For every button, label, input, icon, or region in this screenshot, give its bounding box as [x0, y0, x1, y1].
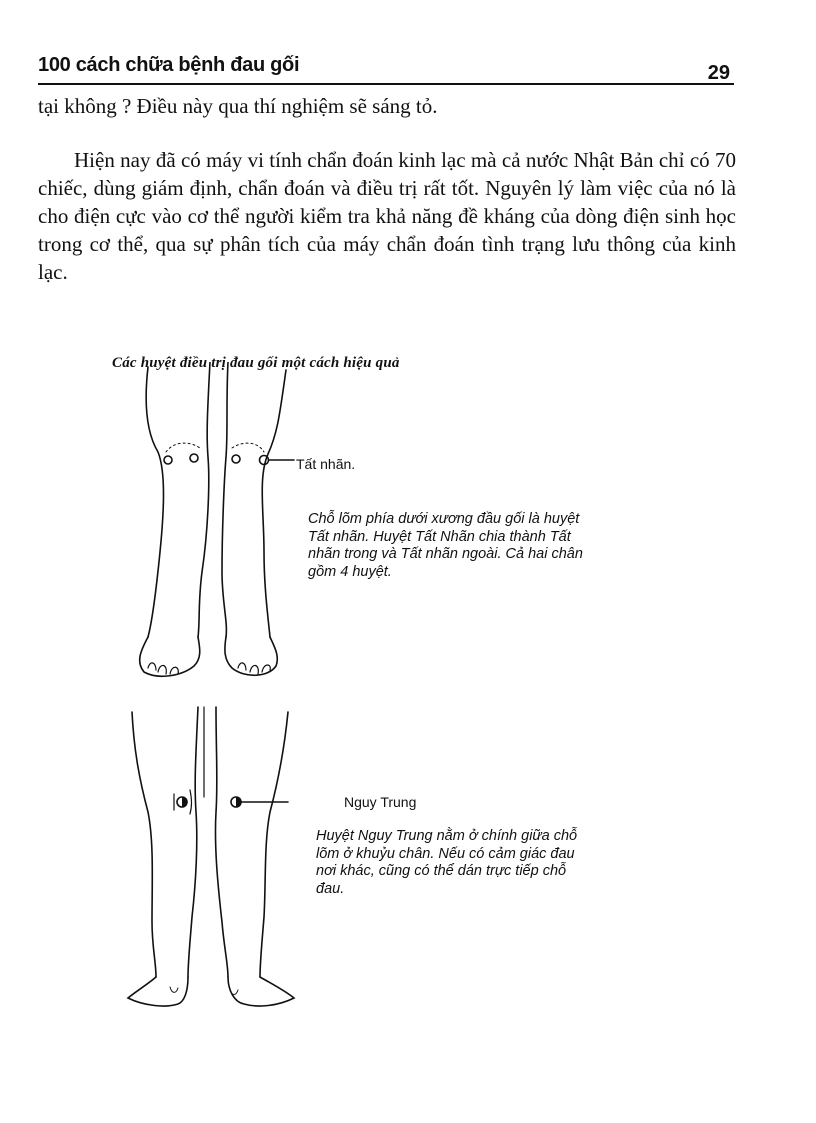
tat-nhan-point	[190, 454, 198, 462]
tat-nhan-point	[232, 455, 240, 463]
back-legs-illustration	[118, 702, 308, 1032]
tat-nhan-point	[260, 456, 269, 465]
front-legs-illustration	[118, 362, 308, 692]
body-paragraph-1: tại không ? Điều này qua thí nghiệm sẽ sáng tỏ.	[38, 94, 438, 118]
tat-nhan-label: Tất nhãn.	[296, 456, 356, 472]
nguy-trung-description: Huyệt Nguy Trung nằm ở chính giữa chỗ lõm ở khuỷu chân. Nếu có cảm giác đau nơi khác, cũng có thể dán trực tiếp chỗ đau.	[316, 828, 578, 897]
header-rule	[38, 83, 734, 85]
nguy-trung-label: Nguy Trung	[344, 794, 417, 810]
figure-caption: Các huyệt điều trị đau gối một cách hiệu quả	[112, 355, 400, 371]
page-number: 29	[707, 62, 730, 84]
tat-nhan-point	[164, 456, 172, 464]
running-header-title: 100 cách chữa bệnh đau gối	[38, 54, 300, 76]
body-paragraph-2: Hiện nay đã có máy vi tính chẩn đoán kinh lạc mà cả nước Nhật Bản chỉ có 70 chiếc, dùng giám định, chẩn đoán và điều trị rất tốt. Nguyên lý làm việc của nó là cho điện cực vào cơ thể người kiểm tra khả năng đề kháng của dòng điện sinh học trong cơ thể, qua sự phân tích của máy chẩn đoán tình trạng lưu thông của kinh lạc.	[38, 148, 736, 284]
tat-nhan-description: Chỗ lõm phía dưới xương đầu gối là huyệt Tất nhãn. Huyệt Tất Nhãn chia thành Tất nhãn trong và Tất nhãn ngoài. Cả hai chân gồm 4 huyệt.	[308, 511, 583, 580]
